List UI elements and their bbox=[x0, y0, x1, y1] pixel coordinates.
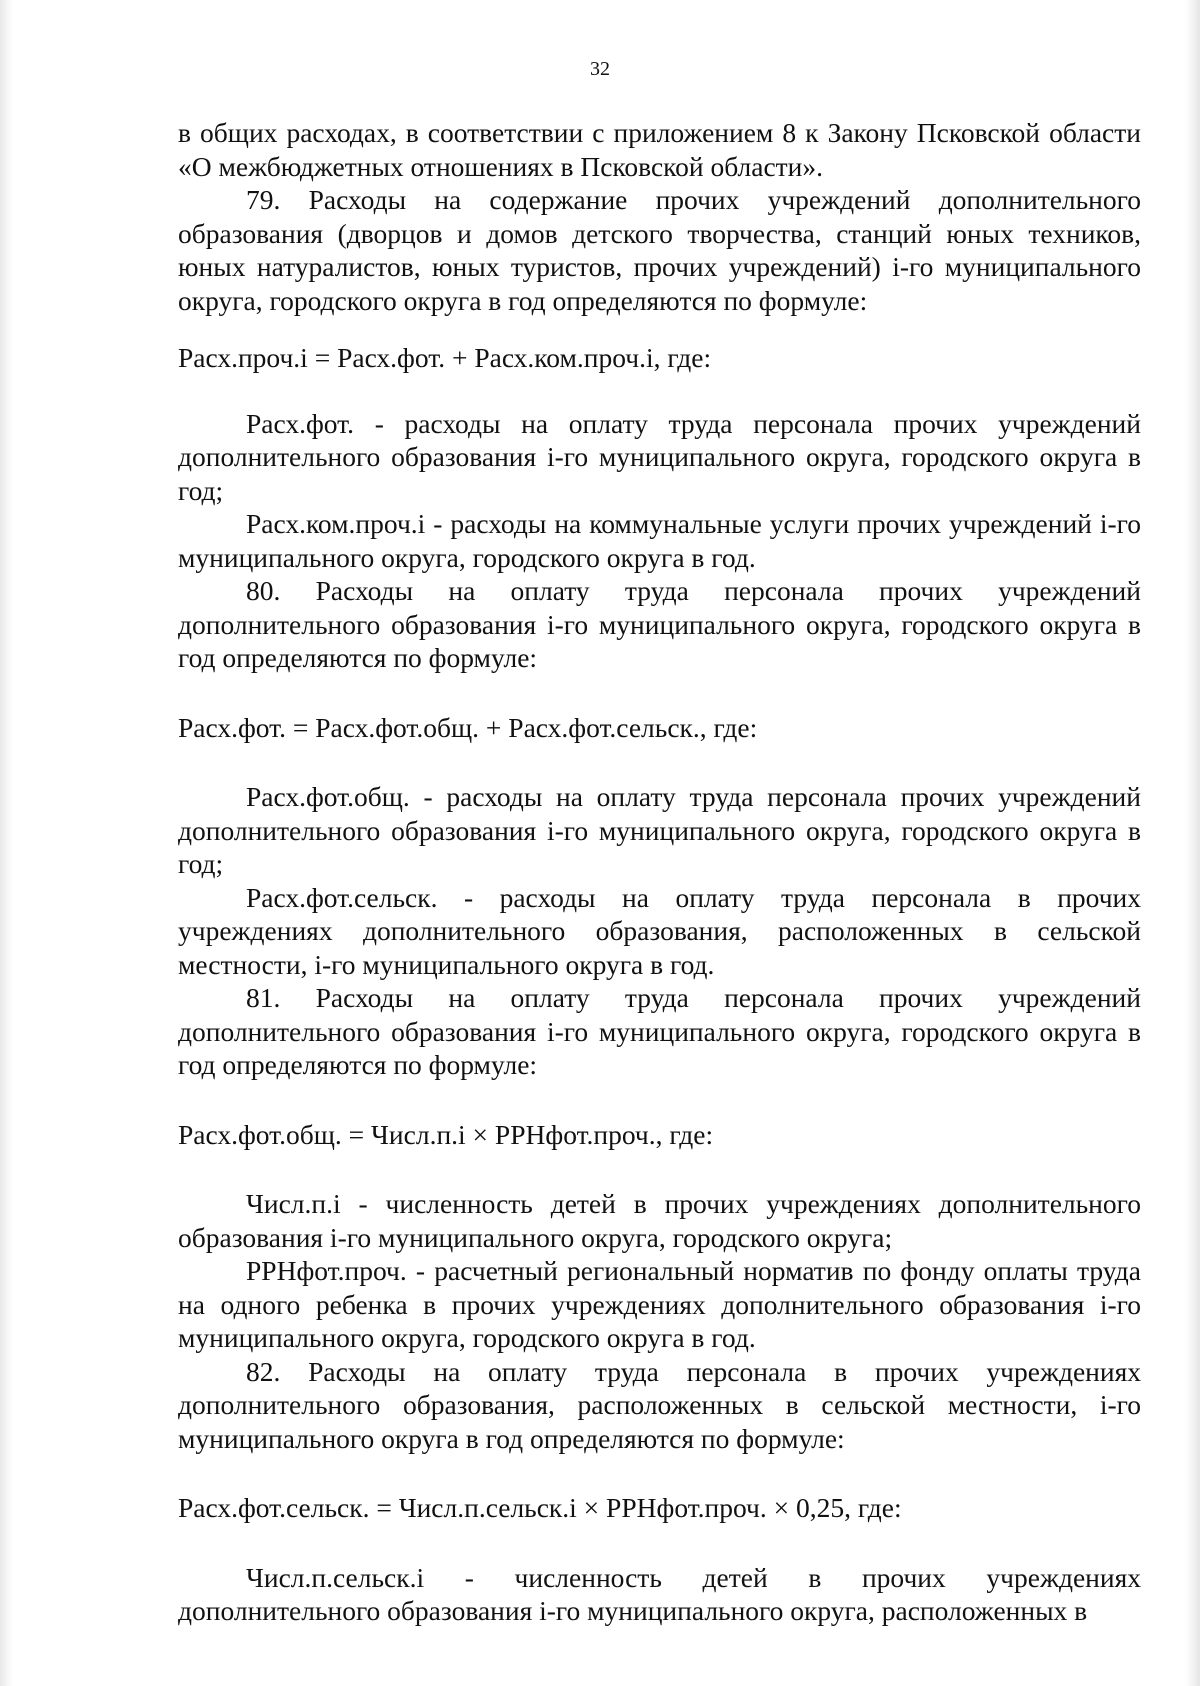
document-body bbox=[178, 116, 1141, 1628]
definition-rash-fot-obsh: Расх.фот.общ. - расходы на оплату труда персонала прочих учреждений дополнительного образования i-го муниципального округа, городского округа в год; bbox=[178, 781, 1141, 879]
paragraph-80: 80. Расходы на оплату труда персонала прочих учреждений дополнительного образования i-го муниципального округа, городского округа в год определяются по формуле: bbox=[178, 575, 1141, 673]
definition-rash-fot-selsk: Расх.фот.сельск. - расходы на оплату труда персонала в прочих учреждениях дополнительного образования, расположенных в сельской местности, i-го муниципального округа в год. bbox=[178, 881, 1141, 980]
formula-rash-fot-obsh: Расх.фот.общ. = Числ.п.i × РРНфот.проч., где: bbox=[178, 1118, 714, 1150]
scan-edge-left bbox=[0, 0, 14, 1686]
definition-chisl-p-selsk: Числ.п.сельск.i - численность детей в прочих учреждениях дополнительного образования i-го муниципального округа, расположенных в bbox=[178, 1561, 1141, 1626]
definition-chisl-p: Числ.п.i - численность детей в прочих учреждениях дополнительного образования i-го муниципального округа, городского округа; bbox=[178, 1188, 1141, 1253]
formula-rash-fot: Расх.фот. = Расх.фот.общ. + Расх.фот.сельск., где: bbox=[178, 711, 758, 743]
paragraph-82: 82. Расходы на оплату труда персонала в прочих учреждениях дополнительного образования, расположенных в сельской местности, i-го муниципального округа в год определяются по формуле: bbox=[178, 1355, 1141, 1454]
paragraph-81: 81. Расходы на оплату труда персонала прочих учреждений дополнительного образования i-го муниципального округа, городского округа в год определяются по формуле: bbox=[178, 982, 1141, 1080]
definition-rash-kom-proch: Расх.ком.проч.i - расходы на коммунальные услуги прочих учреждений i-го муниципального округа, городского округа в год. bbox=[178, 508, 1141, 573]
formula-rash-proch: Расх.проч.i = Расх.фот. + Расх.ком.проч.i, где: bbox=[178, 342, 712, 373]
page-number: 32 bbox=[590, 58, 610, 80]
scan-edge-right bbox=[1184, 0, 1200, 1686]
paragraph-continuation: в общих расходах, в соответствии с приложением 8 к Закону Псковской области «О межбюджетных отношениях в Псковской области». bbox=[178, 117, 1141, 182]
definition-rrn-fot-proch: РРНфот.проч. - расчетный региональный норматив по фонду оплаты труда на одного ребенка в прочих учреждениях дополнительного образования i-го муниципального округа, городского округа в год. bbox=[178, 1255, 1141, 1353]
definition-rash-fot: Расх.фот. - расходы на оплату труда персонала прочих учреждений дополнительного образования i-го муниципального округа, городского округа в год; bbox=[178, 407, 1141, 506]
formula-rash-fot-selsk: Расх.фот.сельск. = Числ.п.сельск.i × РРНфот.проч. × 0,25, где: bbox=[178, 1492, 902, 1523]
paragraph-79: 79. Расходы на содержание прочих учреждений дополнительного образования (дворцов и домов детского творчества, станций юных техников, юных натуралистов, юных туристов, прочих учреждений) i-го муниципального округа, городского округа в год определяются по формуле: bbox=[178, 184, 1141, 316]
